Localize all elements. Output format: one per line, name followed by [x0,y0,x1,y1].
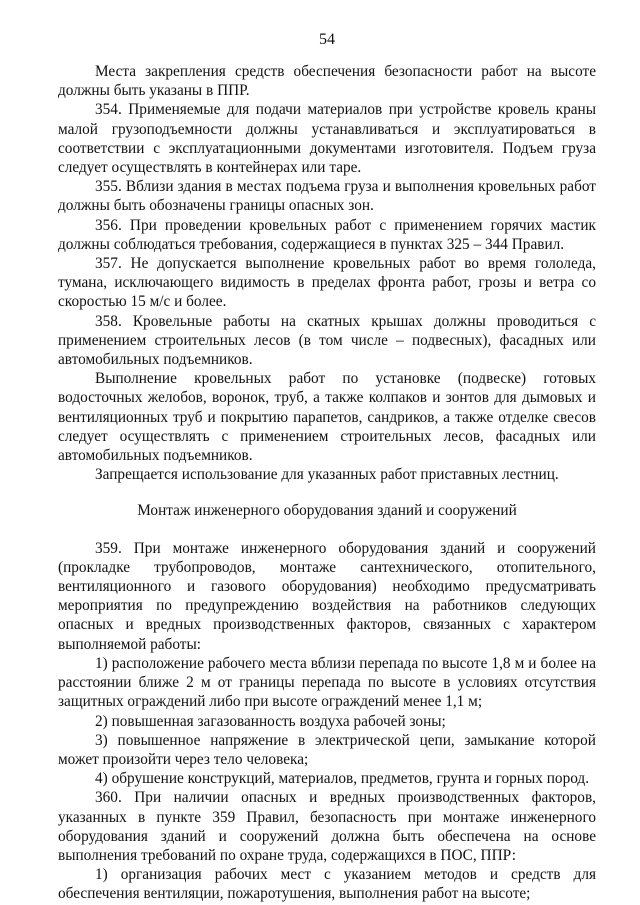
paragraph-359: 359. При монтаже инженерного оборудования зданий и сооружений (прокладке трубопроводов, монтаже сантехнического, отопительного, вентиляционного и газового оборудования) необходимо предусматривать мероприятия по предупреждению воздействия на работников следующих опасных и вредных производственных факторов, связанных с характером выполняемой работы: [58,539,596,653]
paragraph-356: 356. При проведении кровельных работ с применением горячих мастик должны соблюдаться требования, содержащиеся в пунктах 325 – 344 Правил. [58,216,596,253]
list-item-3: 3) повышенное напряжение в электрической цепи, замыкание которой может произойти через тело человека; [58,731,596,768]
list-item-360-1: 1) организация рабочих мест с указанием методов и средств для обеспечения вентиляции, пожаротушения, выполнения работ на высоте; [58,866,596,903]
section-heading: Монтаж инженерного оборудования зданий и сооружений [137,502,517,520]
paragraph-355: 355. Вблизи здания в местах подъема груза и выполнения кровельных работ должны быть обозначены границы опасных зон. [58,178,596,215]
paragraph-357: 357. Не допускается выполнение кровельных работ во время гололеда, тумана, исключающего видимость в пределах фронта работ, грозы и ветра со скоростью 15 м/с и более. [58,255,596,311]
paragraph-group-after-heading [58,539,596,904]
paragraph-358-continuation: Выполнение кровельных работ по установке (подвеске) готовых водосточных желобов, воронок, труб, а также колпаков и зонтов для дымовых и вентиляционных труб и покрытию парапетов, сандриков, а также отделке свесов следует осуществлять с применением строительных лесов, фасадных или автомобильных подъемников. [58,370,596,465]
paragraph-ladder-prohibition: Запрещается использование для указанных работ приставных лестниц. [95,466,559,484]
paragraph-354: 354. Применяемые для подачи материалов при устройстве кровель краны малой грузоподъемности должны устанавливаться и эксплуатироваться в соответствии с эксплуатационными документами изготовителя. Подъем груза следует осуществлять в контейнерах или таре. [58,101,596,177]
paragraph-358: 358. Кровельные работы на скатных крышах должны проводиться с применением строительных лесов (в том числе – подвесных), фасадных или автомобильных подъемников. [58,312,596,369]
list-item-1: 1) расположение рабочего места вблизи перепада по высоте 1,8 м и более на расстоянии ближе 2 м от границы перепада по высоте в условиях отсутствия защитных ограждений либо при высоте ограждений менее 1,1 м; [58,654,596,711]
paragraph-group-before-heading [58,62,596,484]
list-item-2: 2) повышенная загазованность воздуха рабочей зоны; [95,712,446,730]
list-item-4: 4) обрушение конструкций, материалов, предметов, грунта и горных пород. [95,770,590,788]
page-number: 54 [319,31,335,48]
paragraph: Места закрепления средств обеспечения безопасности работ на высоте должны быть указаны в ППР. [58,63,596,100]
paragraph-360: 360. При наличии опасных и вредных производственных факторов, указанных в пункте 359 Правил, безопасность при монтаже инженерного оборудования зданий и сооружений должна быть обеспечена на основе выполнения требований по охране труда, содержащихся в ПОС, ППР: [58,789,596,864]
